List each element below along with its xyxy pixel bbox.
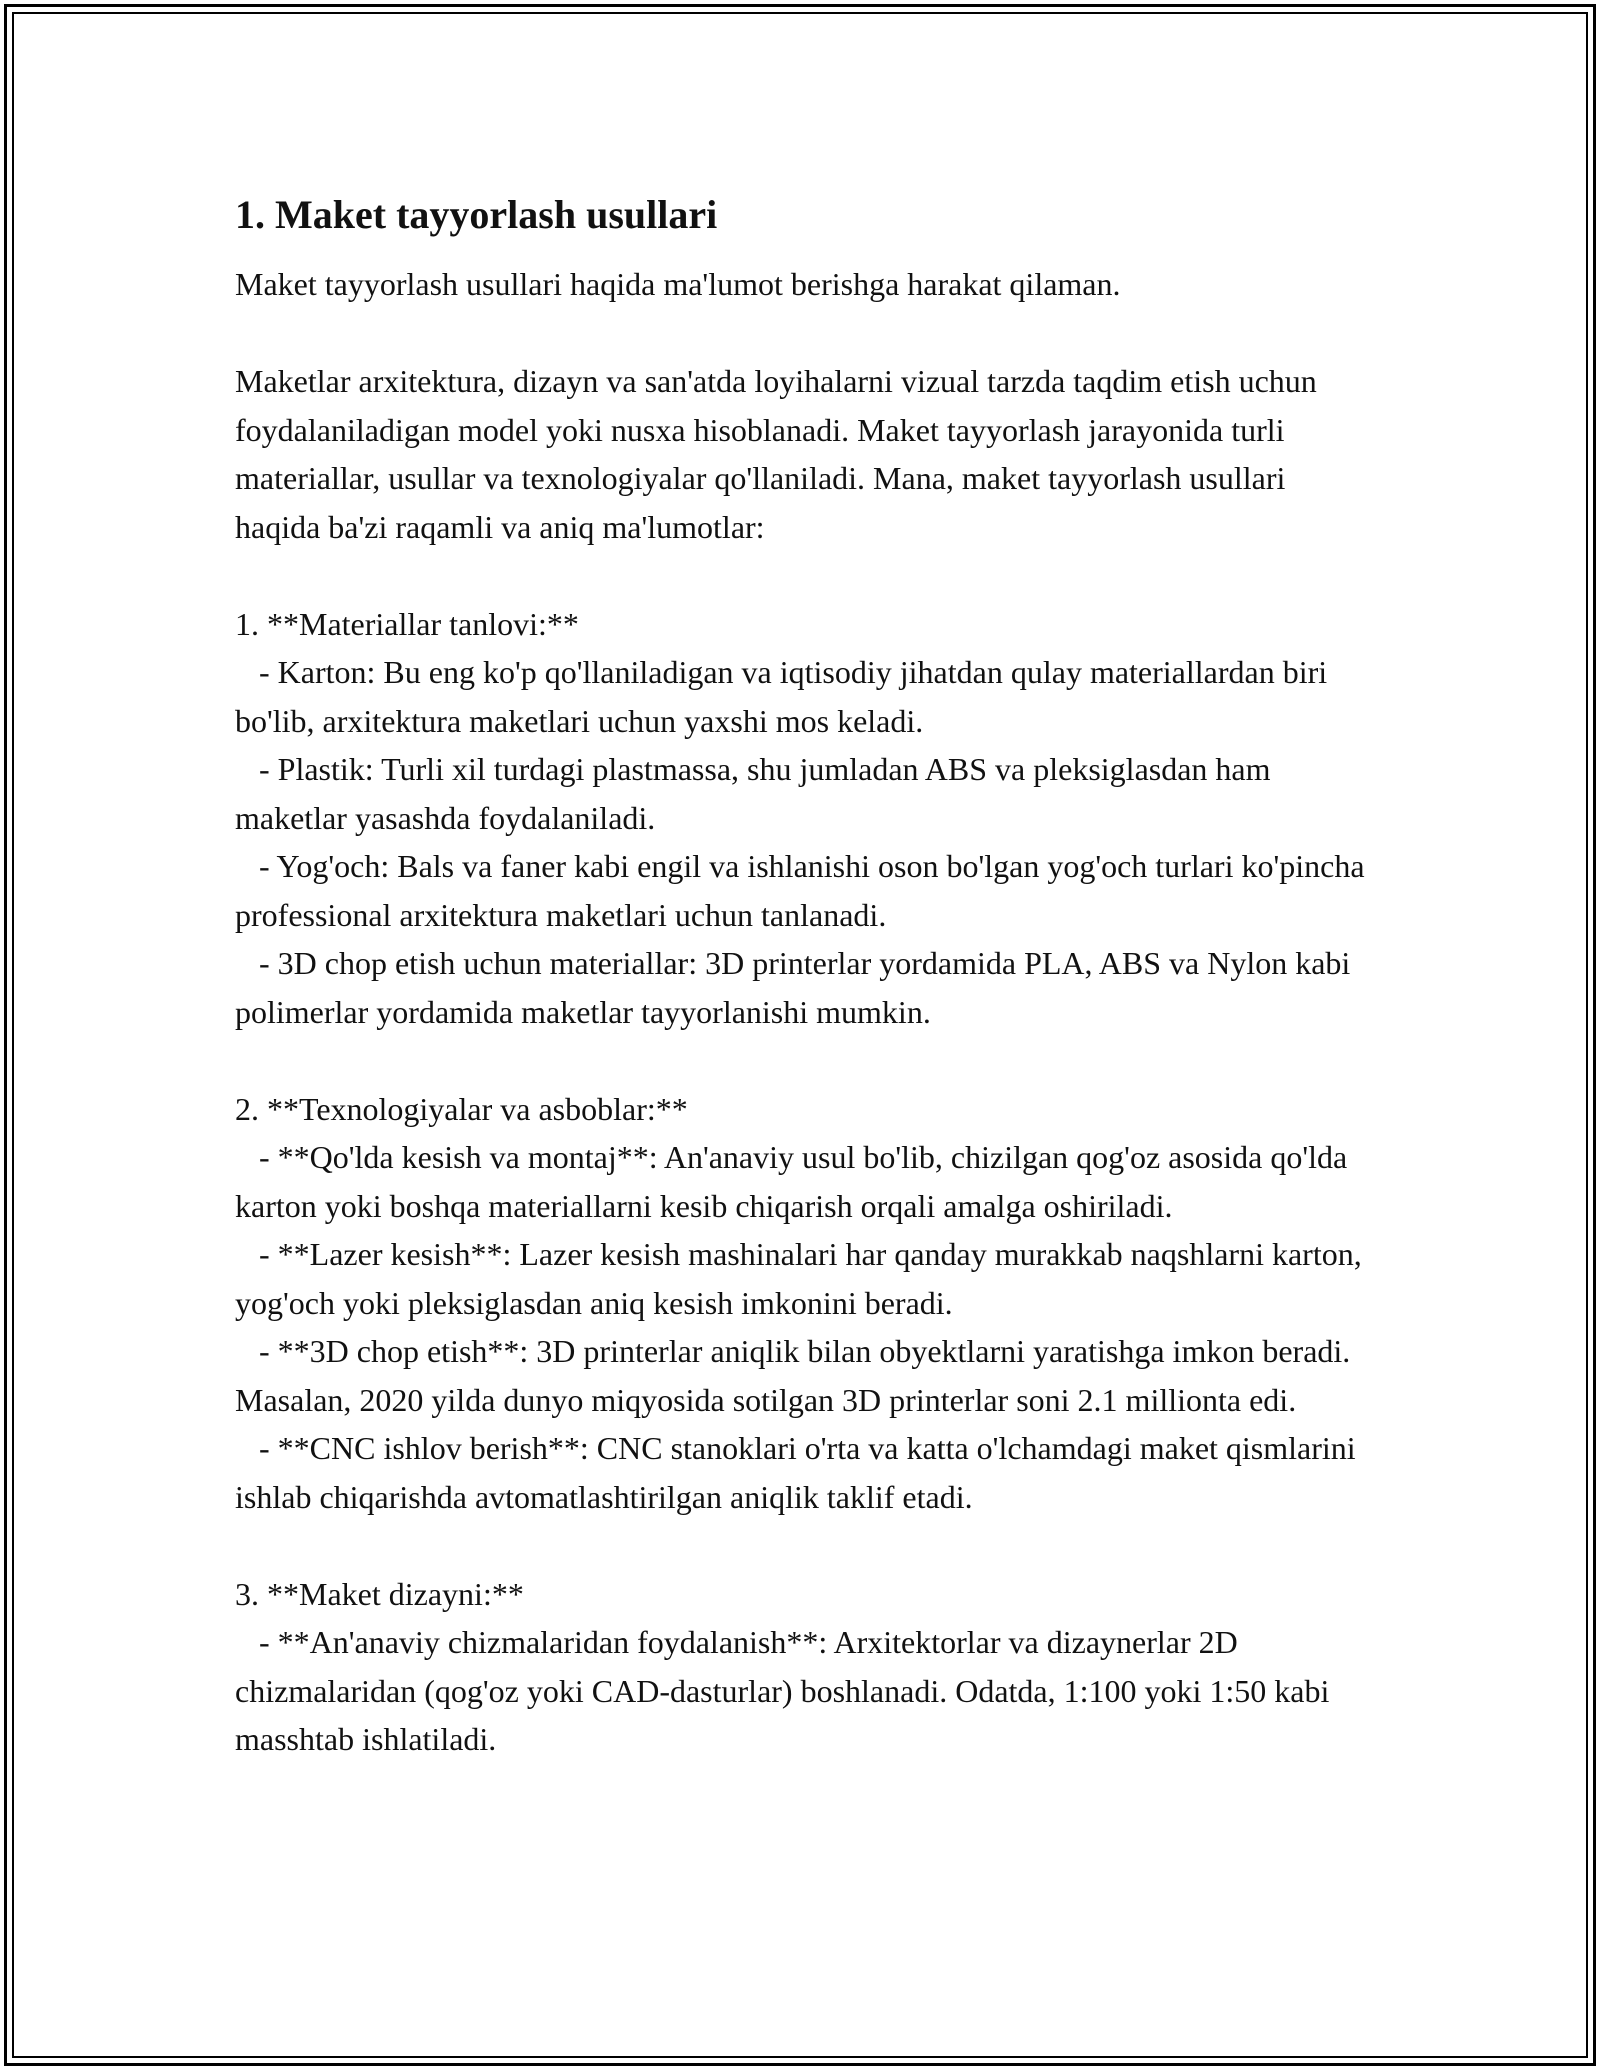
document-title: 1. Maket tayyorlash usullari bbox=[235, 192, 718, 237]
document-body: Maketlar arxitektura, dizayn va san'atda loyihalarni vizual tarzda taqdim etish uchun foydalaniladigan model yoki nusxa hisoblanadi. Maket tayyorlash jarayonida turli materiallar, usullar va texnologiyalar qo'llaniladi. Mana, maket tayyorlash usullari haqida ba'zi raqamli va aniq ma'lumotlar: 1. **Materiallar tanlovi:** - Karton: Bu eng ko'p qo'llaniladigan va iqtisodiy jihatdan qulay materiallardan biri bo'lib, arxitektura maketlari uchun yaxshi mos keladi. - Plastik: Turli xil turdagi plastmassa, shu jumladan ABS va pleksiglasdan ham maketlar yasashda foydalaniladi. - Yog'och: Bals va faner kabi engil va ishlanishi oson bo'lgan yog'och turlari ko'pincha professional arxitektura maketlari uchun tanlanadi. - 3D chop etish uchun materiallar: 3D printerlar yordamida PLA, ABS va Nylon kabi polimerlar yordamida maketlar tayyorlanishi mumkin. 2. **Texnologiyalar va asboblar:** - **Qo'lda kesish va montaj**: An'anaviy usul bo'lib, chizilgan qog'oz asosida qo'lda karton yoki boshqa materiallarni kesib chiqarish orqali amalga oshiriladi. - **Lazer kesish**: Lazer kesish mashinalari har qanday murakkab naqshlarni karton, yog'och yoki pleksiglasdan aniq kesish imkonini beradi. - **3D chop etish**: 3D printerlar aniqlik bilan obyektlarni yaratishga imkon beradi. Masalan, 2020 yilda dunyo miqyosida sotilgan 3D printerlar soni 2.1 millionta edi. - **CNC ishlov berish**: CNC stanoklari o'rta va katta o'lchamdagi maket qismlarini ishlab chiqarishda avtomatlashtirilgan aniqlik taklif etadi. 3. **Maket dizayni:** - **An'anaviy chizmalaridan foydalanish**: Arxitektorlar va dizaynerlar 2D chizmalaridan (qog'oz yoki CAD-dasturlar) boshlanadi. Odatda, 1:100 yoki 1:50 kabi masshtab ishlatiladi. bbox=[235, 363, 1365, 1757]
intro-paragraph: Maket tayyorlash usullari haqida ma'lumot berishga harakat qilaman. bbox=[235, 266, 1121, 302]
document-content bbox=[235, 190, 1375, 1764]
